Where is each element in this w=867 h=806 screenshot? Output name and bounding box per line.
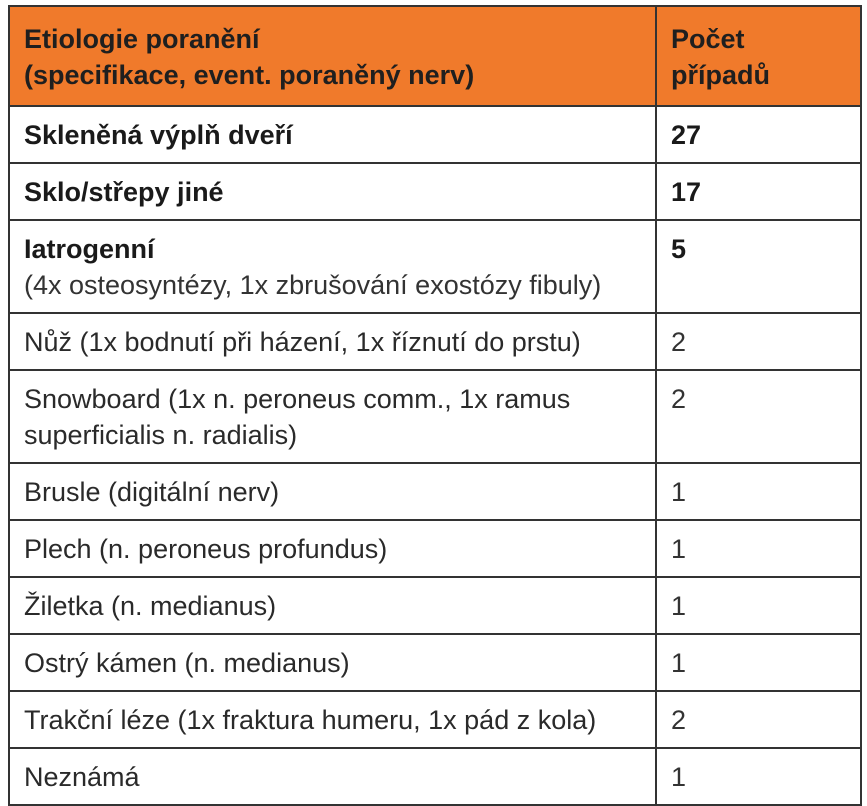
header-case-count: Počet případů bbox=[656, 6, 861, 106]
table-row bbox=[9, 163, 861, 220]
row-count: 1 bbox=[656, 634, 861, 691]
row-detail: (4x osteosyntézy, 1x zbrušování exostózy fibuly) bbox=[24, 270, 602, 300]
row-count: 1 bbox=[656, 748, 861, 805]
header-etiology-subtitle: (specifikace, event. poraněný nerv) bbox=[24, 60, 475, 90]
table-row bbox=[9, 313, 861, 370]
table-header-row bbox=[9, 6, 861, 106]
table-row bbox=[9, 106, 861, 163]
injury-etiology-table bbox=[8, 5, 862, 806]
row-count: 1 bbox=[656, 577, 861, 634]
row-count: 2 bbox=[656, 313, 861, 370]
table-row bbox=[9, 748, 861, 805]
row-label: Plech (n. peroneus profundus) bbox=[24, 534, 388, 564]
row-label: Skleněná výplň dveří bbox=[24, 120, 293, 150]
row-label: Iatrogenní bbox=[24, 234, 155, 264]
row-count: 2 bbox=[656, 691, 861, 748]
table-row bbox=[9, 691, 861, 748]
row-label: Trakční léze (1x fraktura humeru, 1x pád z kola) bbox=[24, 705, 597, 735]
table-row bbox=[9, 634, 861, 691]
row-label: Ostrý kámen (n. medianus) bbox=[24, 648, 350, 678]
row-label: Nůž (1x bodnutí při házení, 1x říznutí do prstu) bbox=[24, 327, 581, 357]
table-row bbox=[9, 370, 861, 463]
injury-etiology-table-container bbox=[8, 5, 860, 806]
row-label: Neznámá bbox=[24, 762, 140, 792]
row-count: 1 bbox=[656, 520, 861, 577]
row-count: 5 bbox=[656, 220, 861, 313]
row-count: 27 bbox=[656, 106, 861, 163]
table-row bbox=[9, 577, 861, 634]
header-etiology-title: Etiologie poranění bbox=[24, 24, 260, 54]
row-label: Žiletka (n. medianus) bbox=[24, 591, 277, 621]
row-count: 17 bbox=[656, 163, 861, 220]
row-label: Sklo/střepy jiné bbox=[24, 177, 224, 207]
table-row bbox=[9, 463, 861, 520]
header-etiology bbox=[9, 6, 656, 106]
row-label: Snowboard (1x n. peroneus comm., 1x ramus superficialis n. radialis) bbox=[24, 384, 571, 450]
table-row bbox=[9, 220, 861, 313]
table-row bbox=[9, 520, 861, 577]
row-label: Brusle (digitální nerv) bbox=[24, 477, 280, 507]
row-count: 2 bbox=[656, 370, 861, 463]
row-count: 1 bbox=[656, 463, 861, 520]
